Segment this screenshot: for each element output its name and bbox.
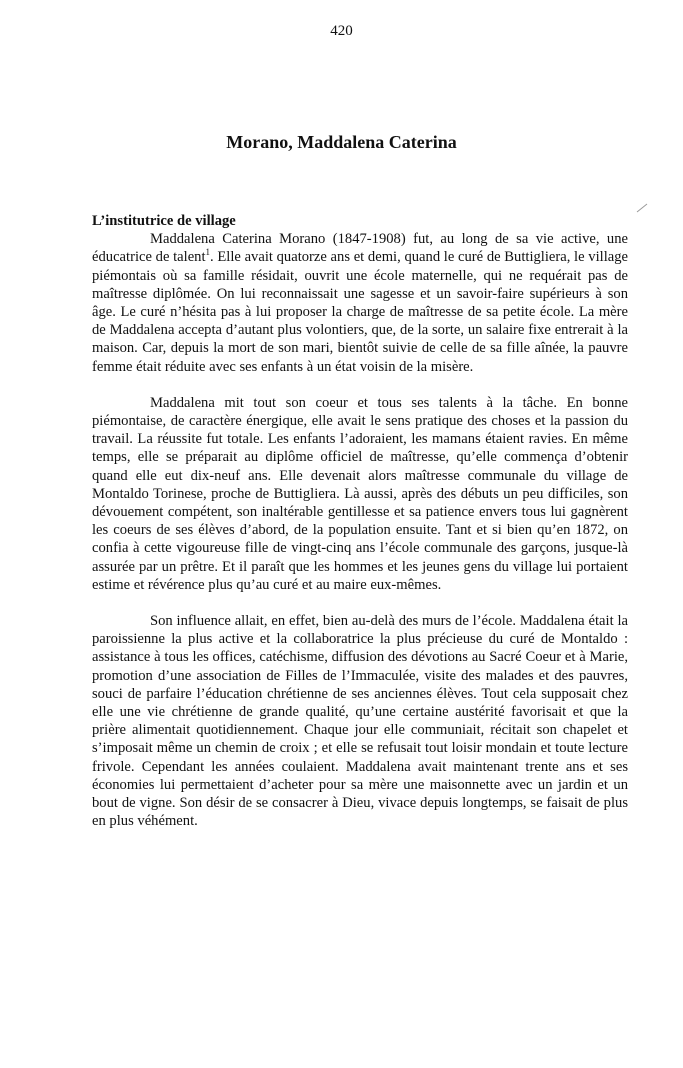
page-number: 420	[330, 23, 353, 39]
section-heading: L’institutrice de village	[92, 213, 236, 229]
paragraph-3: Son influence allait, en effet, bien au-delà des murs de l’école. Maddalena était la paroissienne la plus active et la collaboratrice la plus précieuse du curé de Montaldo : assistance à tous les offices, catéchisme, diffusion des dévotions au Sacré Coeur et à Marie, promotion d’une association de Filles de l’Immaculée, visite des malades et des pauvres, souci de parfaire l’éducation chrétienne de ses anciennes élèves. Tout cela supposait chez elle une vie chrétienne de grande qualité, qu’une certaine austérité favorisait et que la prière alimentait quotidiennement. Chaque jour elle communiait, récitait son chapelet et s’imposait même un chemin de croix ; et elle se refusait tout loisir mondain et toute lecture frivole. Cependant les années coulaient. Maddalena avait maintenant trente ans et ses économies lui permettaient d’acheter pour sa mère une maisonnette avec un jardin et un bout de vigne. Son désir de se consacrer à Dieu, vivace depuis longtemps, se faisait de plus en plus véhément.	[92, 613, 628, 830]
paragraph-1-text: Maddalena Caterina Morano (1847-1908) fut, au long de sa vie active, une éducatrice de talent	[92, 231, 628, 266]
body-text	[92, 212, 628, 831]
paragraph-1-text-continued: . Elle avait quatorze ans et demi, quand le curé de Buttigliera, le village piémontais où sa famille résidait, ouvrit une école maternelle, qui ne requérait pas de maîtresse diplômée. On lui reconnaissait une sagesse et un savoir-faire supérieurs à son âge. Le curé n’hésita pas à lui proposer la charge de maîtresse de sa petite école. La mère de Maddalena accepta d’autant plus volontiers, que, de la sorte, un salaire fixe entrerait à la maison. Car, depuis la mort de son mari, bientôt suivie de celle de sa fille aînée, la pauvre femme était réduite avec ses enfants à un état voisin de la misère.	[92, 249, 628, 375]
paragraph-1	[92, 230, 628, 376]
stray-pen-mark	[636, 203, 648, 213]
page-title: Morano, Maddalena Caterina	[226, 132, 457, 152]
paragraph-2: Maddalena mit tout son coeur et tous ses talents à la tâche. En bonne piémontaise, de caractère énergique, elle avait le sens pratique des choses et la passion du travail. La réussite fut totale. Les enfants l’adoraient, les mamans étaient ravies. En même temps, elle se préparait au diplôme officiel de maîtresse, qu’elle commença d’obtenir quand elle eut dix-neuf ans. Elle devenait alors maîtresse communale du village de Montaldo Torinese, proche de Buttigliera. Là aussi, après des débuts un peu difficiles, son dévouement compétent, son inaltérable gentillesse et sa patience envers tous lui gagnèrent les coeurs de ses élèves d’abord, de la population ensuite. Tant et si bien qu’en 1872, on confia à cette vigoureuse fille de vingt-cinq ans l’école communale des garçons, jusque-là assurée par un prêtre. Et il paraît que les hommes et les jeunes gens du village lui portaient estime et révérence plus qu’au curé et au maire eux-mêmes.	[92, 394, 628, 593]
footnote-marker: 1	[205, 247, 211, 258]
